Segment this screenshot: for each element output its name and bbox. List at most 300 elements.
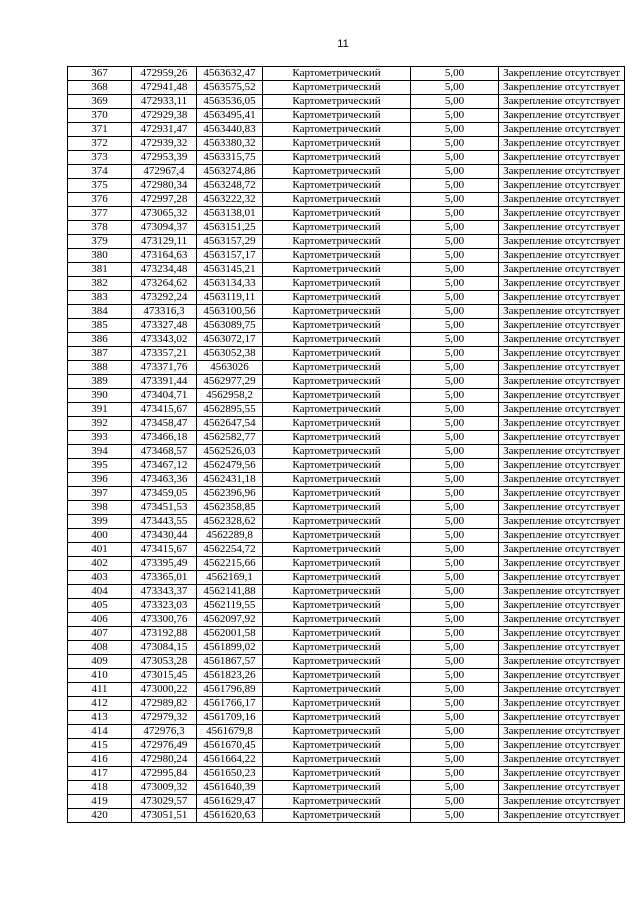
- accuracy-cell: 5,00: [411, 725, 499, 739]
- y-coordinate-cell: 4563157,17: [197, 249, 263, 263]
- y-coordinate-cell: 4562119,55: [197, 599, 263, 613]
- x-coordinate-cell: 473404,71: [132, 389, 197, 403]
- fixation-cell: Закрепление отсутствует: [499, 795, 625, 809]
- point-number-cell: 374: [68, 165, 132, 179]
- method-cell: Картометрический: [263, 515, 411, 529]
- method-cell: Картометрический: [263, 319, 411, 333]
- point-number-cell: 371: [68, 123, 132, 137]
- point-number-cell: 390: [68, 389, 132, 403]
- method-cell: Картометрический: [263, 739, 411, 753]
- fixation-cell: Закрепление отсутствует: [499, 81, 625, 95]
- accuracy-cell: 5,00: [411, 361, 499, 375]
- y-coordinate-cell: 4561823,26: [197, 669, 263, 683]
- x-coordinate-cell: 473053,28: [132, 655, 197, 669]
- point-number-cell: 368: [68, 81, 132, 95]
- table-row: [68, 109, 625, 123]
- method-cell: Картометрический: [263, 235, 411, 249]
- table-row: [68, 319, 625, 333]
- accuracy-cell: 5,00: [411, 501, 499, 515]
- x-coordinate-cell: 473430,44: [132, 529, 197, 543]
- x-coordinate-cell: 473371,76: [132, 361, 197, 375]
- accuracy-cell: 5,00: [411, 711, 499, 725]
- method-cell: Картометрический: [263, 711, 411, 725]
- x-coordinate-cell: 472989,82: [132, 697, 197, 711]
- method-cell: Картометрический: [263, 277, 411, 291]
- point-number-cell: 414: [68, 725, 132, 739]
- table-row: [68, 179, 625, 193]
- table-row: [68, 571, 625, 585]
- table-row: [68, 249, 625, 263]
- point-number-cell: 378: [68, 221, 132, 235]
- x-coordinate-cell: 472976,3: [132, 725, 197, 739]
- table-row: [68, 389, 625, 403]
- fixation-cell: Закрепление отсутствует: [499, 683, 625, 697]
- accuracy-cell: 5,00: [411, 67, 499, 81]
- x-coordinate-cell: 473192,88: [132, 627, 197, 641]
- x-coordinate-cell: 473343,02: [132, 333, 197, 347]
- table-row: [68, 277, 625, 291]
- y-coordinate-cell: 4561640,39: [197, 781, 263, 795]
- accuracy-cell: 5,00: [411, 473, 499, 487]
- accuracy-cell: 5,00: [411, 697, 499, 711]
- x-coordinate-cell: 472995,84: [132, 767, 197, 781]
- table-row: [68, 403, 625, 417]
- y-coordinate-cell: 4563222,32: [197, 193, 263, 207]
- fixation-cell: Закрепление отсутствует: [499, 725, 625, 739]
- fixation-cell: Закрепление отсутствует: [499, 627, 625, 641]
- table-row: [68, 445, 625, 459]
- y-coordinate-cell: 4563315,75: [197, 151, 263, 165]
- x-coordinate-cell: 472953,39: [132, 151, 197, 165]
- fixation-cell: Закрепление отсутствует: [499, 613, 625, 627]
- point-number-cell: 403: [68, 571, 132, 585]
- x-coordinate-cell: 472997,28: [132, 193, 197, 207]
- point-number-cell: 395: [68, 459, 132, 473]
- y-coordinate-cell: 4563052,38: [197, 347, 263, 361]
- table-row: [68, 641, 625, 655]
- point-number-cell: 389: [68, 375, 132, 389]
- fixation-cell: Закрепление отсутствует: [499, 207, 625, 221]
- y-coordinate-cell: 4562169,1: [197, 571, 263, 585]
- page-number: 11: [337, 38, 349, 50]
- method-cell: Картометрический: [263, 81, 411, 95]
- table-row: [68, 753, 625, 767]
- method-cell: Картометрический: [263, 767, 411, 781]
- point-number-cell: 367: [68, 67, 132, 81]
- point-number-cell: 387: [68, 347, 132, 361]
- method-cell: Картометрический: [263, 473, 411, 487]
- fixation-cell: Закрепление отсутствует: [499, 641, 625, 655]
- x-coordinate-cell: 473415,67: [132, 403, 197, 417]
- y-coordinate-cell: 4561664,22: [197, 753, 263, 767]
- y-coordinate-cell: 4562958,2: [197, 389, 263, 403]
- method-cell: Картометрический: [263, 683, 411, 697]
- fixation-cell: Закрепление отсутствует: [499, 515, 625, 529]
- point-number-cell: 402: [68, 557, 132, 571]
- accuracy-cell: 5,00: [411, 599, 499, 613]
- accuracy-cell: 5,00: [411, 571, 499, 585]
- fixation-cell: Закрепление отсутствует: [499, 473, 625, 487]
- y-coordinate-cell: 4561670,45: [197, 739, 263, 753]
- point-number-cell: 377: [68, 207, 132, 221]
- point-number-cell: 405: [68, 599, 132, 613]
- y-coordinate-cell: 4561709,16: [197, 711, 263, 725]
- accuracy-cell: 5,00: [411, 165, 499, 179]
- y-coordinate-cell: 4561679,8: [197, 725, 263, 739]
- method-cell: Картометрический: [263, 95, 411, 109]
- accuracy-cell: 5,00: [411, 277, 499, 291]
- accuracy-cell: 5,00: [411, 543, 499, 557]
- fixation-cell: Закрепление отсутствует: [499, 389, 625, 403]
- method-cell: Картометрический: [263, 445, 411, 459]
- y-coordinate-cell: 4561620,63: [197, 809, 263, 823]
- method-cell: Картометрический: [263, 501, 411, 515]
- fixation-cell: Закрепление отсутствует: [499, 781, 625, 795]
- fixation-cell: Закрепление отсутствует: [499, 137, 625, 151]
- x-coordinate-cell: 473451,53: [132, 501, 197, 515]
- coordinates-table: [67, 66, 625, 823]
- fixation-cell: Закрепление отсутствует: [499, 67, 625, 81]
- y-coordinate-cell: 4562097,92: [197, 613, 263, 627]
- point-number-cell: 396: [68, 473, 132, 487]
- method-cell: Картометрический: [263, 263, 411, 277]
- y-coordinate-cell: 4563026: [197, 361, 263, 375]
- method-cell: Картометрический: [263, 599, 411, 613]
- coordinates-table-body: [68, 67, 625, 823]
- point-number-cell: 386: [68, 333, 132, 347]
- method-cell: Картометрический: [263, 137, 411, 151]
- fixation-cell: Закрепление отсутствует: [499, 319, 625, 333]
- point-number-cell: 416: [68, 753, 132, 767]
- method-cell: Картометрический: [263, 613, 411, 627]
- x-coordinate-cell: 473094,37: [132, 221, 197, 235]
- table-row: [68, 781, 625, 795]
- x-coordinate-cell: 473365,01: [132, 571, 197, 585]
- fixation-cell: Закрепление отсутствует: [499, 193, 625, 207]
- point-number-cell: 418: [68, 781, 132, 795]
- table-row: [68, 669, 625, 683]
- x-coordinate-cell: 472933,11: [132, 95, 197, 109]
- fixation-cell: Закрепление отсутствует: [499, 543, 625, 557]
- method-cell: Картометрический: [263, 725, 411, 739]
- method-cell: Картометрический: [263, 571, 411, 585]
- accuracy-cell: 5,00: [411, 417, 499, 431]
- table-row: [68, 725, 625, 739]
- x-coordinate-cell: 473391,44: [132, 375, 197, 389]
- fixation-cell: Закрепление отсутствует: [499, 431, 625, 445]
- table-row: [68, 655, 625, 669]
- x-coordinate-cell: 473459,05: [132, 487, 197, 501]
- y-coordinate-cell: 4563100,56: [197, 305, 263, 319]
- fixation-cell: Закрепление отсутствует: [499, 445, 625, 459]
- x-coordinate-cell: 473458,47: [132, 417, 197, 431]
- accuracy-cell: 5,00: [411, 207, 499, 221]
- fixation-cell: Закрепление отсутствует: [499, 809, 625, 823]
- y-coordinate-cell: 4563138,01: [197, 207, 263, 221]
- method-cell: Картометрический: [263, 403, 411, 417]
- point-number-cell: 394: [68, 445, 132, 459]
- table-row: [68, 501, 625, 515]
- y-coordinate-cell: 4561650,23: [197, 767, 263, 781]
- fixation-cell: Закрепление отсутствует: [499, 361, 625, 375]
- table-row: [68, 739, 625, 753]
- point-number-cell: 417: [68, 767, 132, 781]
- y-coordinate-cell: 4562215,66: [197, 557, 263, 571]
- x-coordinate-cell: 472929,38: [132, 109, 197, 123]
- point-number-cell: 406: [68, 613, 132, 627]
- fixation-cell: Закрепление отсутствует: [499, 179, 625, 193]
- fixation-cell: Закрепление отсутствует: [499, 655, 625, 669]
- y-coordinate-cell: 4563274,86: [197, 165, 263, 179]
- y-coordinate-cell: 4562977,29: [197, 375, 263, 389]
- table-row: [68, 599, 625, 613]
- x-coordinate-cell: 473029,57: [132, 795, 197, 809]
- method-cell: Картометрический: [263, 221, 411, 235]
- y-coordinate-cell: 4562647,54: [197, 417, 263, 431]
- point-number-cell: 419: [68, 795, 132, 809]
- method-cell: Картометрический: [263, 193, 411, 207]
- method-cell: Картометрический: [263, 347, 411, 361]
- accuracy-cell: 5,00: [411, 291, 499, 305]
- fixation-cell: Закрепление отсутствует: [499, 529, 625, 543]
- table-row: [68, 291, 625, 305]
- y-coordinate-cell: 4562001,58: [197, 627, 263, 641]
- table-row: [68, 627, 625, 641]
- y-coordinate-cell: 4562582,77: [197, 431, 263, 445]
- accuracy-cell: 5,00: [411, 263, 499, 277]
- x-coordinate-cell: 473264,62: [132, 277, 197, 291]
- fixation-cell: Закрепление отсутствует: [499, 123, 625, 137]
- point-number-cell: 393: [68, 431, 132, 445]
- x-coordinate-cell: 473084,15: [132, 641, 197, 655]
- table-row: [68, 81, 625, 95]
- method-cell: Картометрический: [263, 375, 411, 389]
- accuracy-cell: 5,00: [411, 487, 499, 501]
- fixation-cell: Закрепление отсутствует: [499, 487, 625, 501]
- fixation-cell: Закрепление отсутствует: [499, 305, 625, 319]
- y-coordinate-cell: 4561766,17: [197, 697, 263, 711]
- y-coordinate-cell: 4563134,33: [197, 277, 263, 291]
- table-row: [68, 417, 625, 431]
- x-coordinate-cell: 473415,67: [132, 543, 197, 557]
- y-coordinate-cell: 4563440,83: [197, 123, 263, 137]
- table-row: [68, 221, 625, 235]
- table-row: [68, 795, 625, 809]
- table-row: [68, 515, 625, 529]
- table-row: [68, 529, 625, 543]
- accuracy-cell: 5,00: [411, 221, 499, 235]
- point-number-cell: 401: [68, 543, 132, 557]
- x-coordinate-cell: 473316,3: [132, 305, 197, 319]
- fixation-cell: Закрепление отсутствует: [499, 557, 625, 571]
- x-coordinate-cell: 473395,49: [132, 557, 197, 571]
- x-coordinate-cell: 473343,37: [132, 585, 197, 599]
- method-cell: Картометрический: [263, 459, 411, 473]
- fixation-cell: Закрепление отсутствует: [499, 263, 625, 277]
- x-coordinate-cell: 473466,18: [132, 431, 197, 445]
- x-coordinate-cell: 473065,32: [132, 207, 197, 221]
- table-row: [68, 347, 625, 361]
- fixation-cell: Закрепление отсутствует: [499, 459, 625, 473]
- table-row: [68, 95, 625, 109]
- table-row: [68, 543, 625, 557]
- method-cell: Картометрический: [263, 151, 411, 165]
- fixation-cell: Закрепление отсутствует: [499, 277, 625, 291]
- point-number-cell: 407: [68, 627, 132, 641]
- point-number-cell: 376: [68, 193, 132, 207]
- y-coordinate-cell: 4562328,62: [197, 515, 263, 529]
- y-coordinate-cell: 4563248,72: [197, 179, 263, 193]
- point-number-cell: 373: [68, 151, 132, 165]
- accuracy-cell: 5,00: [411, 557, 499, 571]
- method-cell: Картометрический: [263, 557, 411, 571]
- method-cell: Картометрический: [263, 249, 411, 263]
- fixation-cell: Закрепление отсутствует: [499, 109, 625, 123]
- method-cell: Картометрический: [263, 361, 411, 375]
- fixation-cell: Закрепление отсутствует: [499, 151, 625, 165]
- fixation-cell: Закрепление отсутствует: [499, 95, 625, 109]
- x-coordinate-cell: 473467,12: [132, 459, 197, 473]
- accuracy-cell: 5,00: [411, 795, 499, 809]
- method-cell: Картометрический: [263, 529, 411, 543]
- y-coordinate-cell: 4563632,47: [197, 67, 263, 81]
- point-number-cell: 380: [68, 249, 132, 263]
- x-coordinate-cell: 473327,48: [132, 319, 197, 333]
- x-coordinate-cell: 472980,24: [132, 753, 197, 767]
- point-number-cell: 392: [68, 417, 132, 431]
- x-coordinate-cell: 473164,63: [132, 249, 197, 263]
- x-coordinate-cell: 472976,49: [132, 739, 197, 753]
- method-cell: Картометрический: [263, 431, 411, 445]
- x-coordinate-cell: 473357,21: [132, 347, 197, 361]
- y-coordinate-cell: 4561796,89: [197, 683, 263, 697]
- method-cell: Картометрический: [263, 305, 411, 319]
- point-number-cell: 400: [68, 529, 132, 543]
- table-row: [68, 193, 625, 207]
- method-cell: Картометрический: [263, 627, 411, 641]
- method-cell: Картометрический: [263, 207, 411, 221]
- x-coordinate-cell: 473443,55: [132, 515, 197, 529]
- point-number-cell: 381: [68, 263, 132, 277]
- accuracy-cell: 5,00: [411, 669, 499, 683]
- table-row: [68, 137, 625, 151]
- table-row: [68, 431, 625, 445]
- accuracy-cell: 5,00: [411, 753, 499, 767]
- table-row: [68, 151, 625, 165]
- method-cell: Картометрический: [263, 109, 411, 123]
- y-coordinate-cell: 4563157,29: [197, 235, 263, 249]
- accuracy-cell: 5,00: [411, 151, 499, 165]
- fixation-cell: Закрепление отсутствует: [499, 753, 625, 767]
- method-cell: Картометрический: [263, 697, 411, 711]
- fixation-cell: Закрепление отсутствует: [499, 417, 625, 431]
- accuracy-cell: 5,00: [411, 333, 499, 347]
- table-row: [68, 711, 625, 725]
- y-coordinate-cell: 4563536,05: [197, 95, 263, 109]
- fixation-cell: Закрепление отсутствует: [499, 249, 625, 263]
- table-row: [68, 683, 625, 697]
- method-cell: Картометрический: [263, 781, 411, 795]
- method-cell: Картометрический: [263, 585, 411, 599]
- point-number-cell: 379: [68, 235, 132, 249]
- method-cell: Картометрический: [263, 165, 411, 179]
- table-row: [68, 67, 625, 81]
- y-coordinate-cell: 4563380,32: [197, 137, 263, 151]
- y-coordinate-cell: 4562289,8: [197, 529, 263, 543]
- x-coordinate-cell: 473009,32: [132, 781, 197, 795]
- method-cell: Картометрический: [263, 417, 411, 431]
- x-coordinate-cell: 473323,03: [132, 599, 197, 613]
- x-coordinate-cell: 473000,22: [132, 683, 197, 697]
- point-number-cell: 382: [68, 277, 132, 291]
- method-cell: Картометрический: [263, 809, 411, 823]
- accuracy-cell: 5,00: [411, 347, 499, 361]
- method-cell: Картометрический: [263, 795, 411, 809]
- table-row: [68, 263, 625, 277]
- accuracy-cell: 5,00: [411, 459, 499, 473]
- accuracy-cell: 5,00: [411, 613, 499, 627]
- accuracy-cell: 5,00: [411, 585, 499, 599]
- y-coordinate-cell: 4562431,18: [197, 473, 263, 487]
- y-coordinate-cell: 4563145,21: [197, 263, 263, 277]
- accuracy-cell: 5,00: [411, 767, 499, 781]
- point-number-cell: 398: [68, 501, 132, 515]
- fixation-cell: Закрепление отсутствует: [499, 697, 625, 711]
- accuracy-cell: 5,00: [411, 319, 499, 333]
- x-coordinate-cell: 473468,57: [132, 445, 197, 459]
- table-row: [68, 557, 625, 571]
- method-cell: Картометрический: [263, 67, 411, 81]
- fixation-cell: Закрепление отсутствует: [499, 571, 625, 585]
- accuracy-cell: 5,00: [411, 739, 499, 753]
- point-number-cell: 408: [68, 641, 132, 655]
- method-cell: Картометрический: [263, 753, 411, 767]
- accuracy-cell: 5,00: [411, 389, 499, 403]
- x-coordinate-cell: 473051,51: [132, 809, 197, 823]
- y-coordinate-cell: 4563072,17: [197, 333, 263, 347]
- point-number-cell: 383: [68, 291, 132, 305]
- method-cell: Картометрический: [263, 641, 411, 655]
- y-coordinate-cell: 4561629,47: [197, 795, 263, 809]
- method-cell: Картометрический: [263, 543, 411, 557]
- method-cell: Картометрический: [263, 655, 411, 669]
- accuracy-cell: 5,00: [411, 375, 499, 389]
- point-number-cell: 384: [68, 305, 132, 319]
- x-coordinate-cell: 473300,76: [132, 613, 197, 627]
- fixation-cell: Закрепление отсутствует: [499, 165, 625, 179]
- fixation-cell: Закрепление отсутствует: [499, 291, 625, 305]
- y-coordinate-cell: 4562254,72: [197, 543, 263, 557]
- point-number-cell: 369: [68, 95, 132, 109]
- accuracy-cell: 5,00: [411, 445, 499, 459]
- table-row: [68, 473, 625, 487]
- table-row: [68, 165, 625, 179]
- method-cell: Картометрический: [263, 669, 411, 683]
- y-coordinate-cell: 4561899,02: [197, 641, 263, 655]
- accuracy-cell: 5,00: [411, 193, 499, 207]
- point-number-cell: 409: [68, 655, 132, 669]
- x-coordinate-cell: 472959,26: [132, 67, 197, 81]
- x-coordinate-cell: 473234,48: [132, 263, 197, 277]
- table-row: [68, 333, 625, 347]
- accuracy-cell: 5,00: [411, 809, 499, 823]
- fixation-cell: Закрепление отсутствует: [499, 711, 625, 725]
- x-coordinate-cell: 473463,36: [132, 473, 197, 487]
- y-coordinate-cell: 4562396,96: [197, 487, 263, 501]
- fixation-cell: Закрепление отсутствует: [499, 235, 625, 249]
- table-row: [68, 697, 625, 711]
- table-row: [68, 809, 625, 823]
